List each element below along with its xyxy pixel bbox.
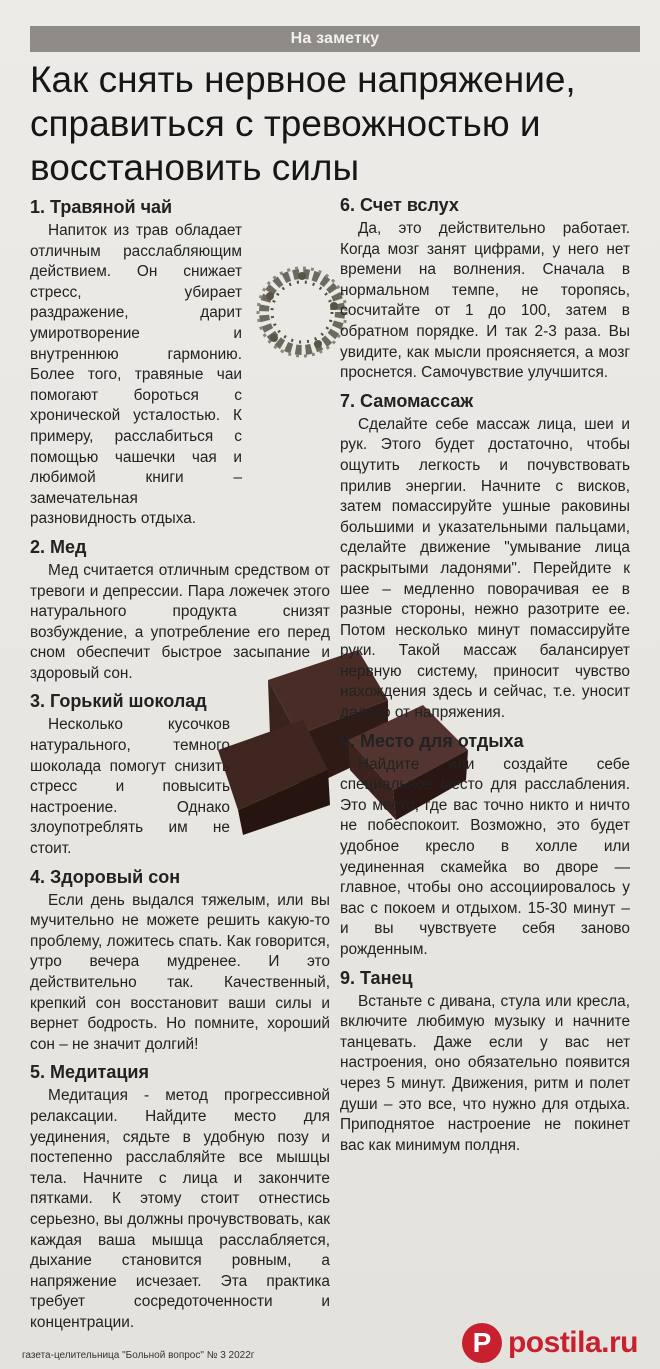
section-text: Найдите или создайте себе специальное место для расслабления. Это место, где вас точно никто и ничто не побеспокоит. Возможно, это будет удобное кресло в холле или уединенная скамейка во дворе — главное, чтобы оно ассоциировалось у вас с покоем и отдыхом. 15-30 минут – и вы чувствуете себя заново рожденным. bbox=[340, 755, 630, 958]
section-heading: 7. Самомассаж bbox=[340, 390, 474, 411]
section-text: Да, это действительно работает. Когда мозг занят цифрами, у него нет времени на волнения. Сначала в нормальном темпе, не торопясь, сосчитайте от 1 до 100, затем в обратном порядке. И так 2-3 раза. Вы увидите, как мысли проясняется, а мозг проснется. Самочувствие улучшится. bbox=[340, 220, 630, 382]
section-heading: 8. Место для отдыха bbox=[340, 730, 524, 751]
section-heading: 9. Танец bbox=[340, 967, 413, 988]
postila-pin-icon: P bbox=[462, 1323, 502, 1363]
section-rest-place bbox=[340, 730, 630, 961]
section-count-aloud bbox=[340, 194, 630, 384]
section-text: Сделайте себе массаж лица, шеи и рук. Этого будет достаточно, чтобы ощутить легкость и почувствовать прилив энергии. Начните с висков, затем помассируйте ушные раковины большими и указательными пальцами, сделайте движение "умывание лица раскрытыми ладонями". Перейдите к шее – медленно поворачивая ее в разные стороны, нежно разотрите ее. Потом несколько минут помассируйте руки. Такой массаж балансирует нервную систему, приносит чувство нахождения здесь и сейчас, т.е. уносит далеко от напряжения. bbox=[340, 415, 630, 722]
rubric-bar bbox=[30, 26, 640, 52]
section-heading: 4. Здоровый сон bbox=[30, 866, 181, 887]
source-caption: газета-целительница "Больной вопрос" № 3 2022г bbox=[22, 1350, 255, 1361]
section-dark-chocolate bbox=[30, 690, 330, 859]
section-dance bbox=[340, 967, 630, 1157]
section-text: Напиток из трав обладает отличным расслабляющим действием. Он снижает стресс, убирает раздражение, дарит умиротворение и внутреннюю гармонию. Более того, травяные чаи помогают бороться с хронической усталостью. К примеру, расслабиться с помощью чашечки чая и любимой книги – замечательная разновидность отдыха. bbox=[30, 222, 242, 528]
article-title: Как снять нервное напряжение, справиться с тревожностью и восстановить силы bbox=[30, 59, 576, 188]
section-text: Встаньте с дивана, стула или кресла, включите любимую музыку и начните танцевать. Даже если у вас нет настроения, оно обязательно появится через 5 минут. Движения, ритм и полет души – это все, что нужно для отдыха. Приподнятое настроение не покинет вас как минимум полдня. bbox=[340, 992, 630, 1154]
section-heading: 3. Горький шоколад bbox=[30, 691, 207, 712]
section-meditation bbox=[30, 1061, 330, 1333]
postila-logo[interactable] bbox=[462, 1323, 638, 1363]
section-healthy-sleep bbox=[30, 866, 330, 1056]
section-text: Если день выдался тяжелым, или вы мучительно не можете решить какую-то проблему, ложитесь спать. Как говорится, утро вечера мудренее. И это действительно так. Качественный, крепкий сон восстановит ваши силы и вернет бодрость. Но помните, хороший сон – не значит долгий! bbox=[30, 891, 330, 1053]
section-heading: 1. Травяной чай bbox=[30, 197, 173, 217]
section-heading: 5. Медитация bbox=[30, 1062, 149, 1083]
section-heading: 2. Мед bbox=[30, 536, 87, 557]
section-text: Мед считается отличным средством от тревоги и депрессии. Пара ложечек этого натурального продукта снизят возбуждение, а употребление его перед сном обеспечит быстрое засыпание и здоровый сон. bbox=[30, 561, 330, 682]
left-column bbox=[30, 196, 330, 1340]
section-text: Несколько кусочков натурального, темного шоколада помогут снизить стресс и повысить настроение. Однако злоупотреблять им не стоит. bbox=[30, 716, 230, 858]
section-heading: 6. Счет вслух bbox=[340, 195, 459, 215]
section-text: Медитация - метод прогрессивной релаксации. Найдите место для уединения, сядьте в удобную позу и постепенно расслабляйте все мышцы тела. Начните с лица и закончите пятками. К этому стоит отнестись серьезно, вы должны прочувствовать, как каждая ваша мышца расслабляется, дыхание становится ровным, а напряжение исчезает. Эта практика требует сосредоточенности и концентрации. bbox=[30, 1087, 330, 1331]
postila-wordmark: postila.ru bbox=[507, 1326, 638, 1359]
section-herbal-tea bbox=[30, 196, 330, 530]
section-self-massage bbox=[340, 390, 630, 724]
section-honey bbox=[30, 536, 330, 685]
rubric-label: На заметку bbox=[290, 30, 380, 47]
right-column bbox=[340, 194, 630, 1162]
